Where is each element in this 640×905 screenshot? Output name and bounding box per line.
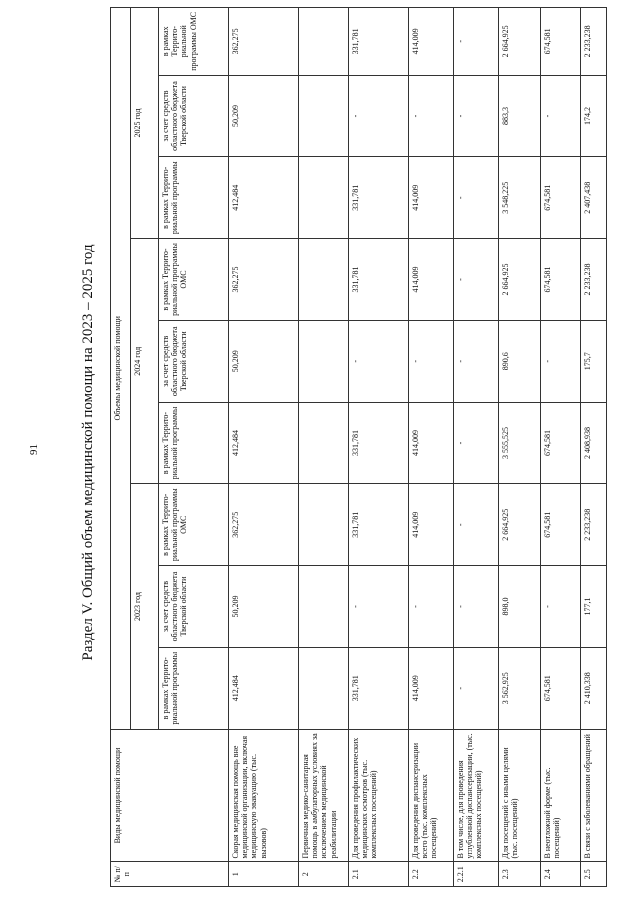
row-value: 883,3 [499,75,541,157]
row-value: - [454,239,499,321]
row-value [299,647,349,729]
section-title: Раздел V. Общий объем медицинской помощи на 2023 – 2025 год [80,244,96,661]
row-value: 331,781 [349,647,409,729]
row-value: 50,209 [229,566,299,648]
row-name: Первичная медико-санитарная помощь в амбулаторных условиях за исключением медицинской реабилитации [299,729,349,862]
row-value [299,8,349,76]
header-year-2023: 2023 год [131,484,159,729]
row-value: 3 562,925 [499,647,541,729]
row-value: 414,009 [409,239,454,321]
row-value: - [349,75,409,157]
row-value: 331,781 [349,8,409,76]
row-name: Для проведения диспансеризации всего (тыс. комплексных посещений) [409,729,454,862]
row-value [299,239,349,321]
row-value: - [349,566,409,648]
volume-table [110,7,607,887]
row-value: 414,009 [409,484,454,566]
row-value: 2 233,238 [581,239,607,321]
header-sub: в рамках Террито-риальной программы ОМС [159,239,229,321]
header-sub: в рамках Террито-риальной программы [159,157,229,239]
table-row [409,8,454,887]
row-value: 3 548,225 [499,157,541,239]
row-value: 412,484 [229,157,299,239]
row-name: Для проведения профилактических медицинских осмотров (тыс. комплексных посещений) [349,729,409,862]
row-value: 412,484 [229,402,299,484]
row-value: 898,0 [499,566,541,648]
page-number: 91 [28,444,40,455]
row-code: 2.5 [581,862,607,887]
row-value: 177,1 [581,566,607,648]
row-name: Для посещений с иными целями (тыс. посещений) [499,729,541,862]
row-value: 674,581 [541,484,581,566]
row-value: 331,781 [349,157,409,239]
table-body [229,8,607,887]
row-value: - [541,320,581,402]
row-value [299,566,349,648]
row-name: В связи с заболеваниями обращений [581,729,607,862]
row-value: 2 410,338 [581,647,607,729]
row-value: 50,209 [229,75,299,157]
row-name: В том числе, для проведения углубленной диспансеризации, (тыс. комплексных посещений) [454,729,499,862]
row-value: - [541,566,581,648]
row-code: 2.4 [541,862,581,887]
row-value: 412,484 [229,647,299,729]
row-code: 2.2 [409,862,454,887]
header-year-2025: 2025 год [131,8,159,239]
row-value: - [454,75,499,157]
header-sub: в рамках Террито-риальной программы [159,647,229,729]
row-value: - [349,320,409,402]
row-value: 890,6 [499,320,541,402]
row-value: 2 407,438 [581,157,607,239]
row-value [299,320,349,402]
row-value: 362,275 [229,239,299,321]
header-sub: в рамках Террито-риальной программы [159,402,229,484]
row-value: 175,7 [581,320,607,402]
row-value: - [454,8,499,76]
row-name: В неотложной форме (тыс. посещений) [541,729,581,862]
row-value: 2 664,925 [499,8,541,76]
row-value: - [409,75,454,157]
row-value: 362,275 [229,8,299,76]
row-value: 3 555,525 [499,402,541,484]
row-value: 174,2 [581,75,607,157]
header-sub: в рамках Террито-риальной программы ОМС [159,8,229,76]
table-row [454,8,499,887]
table-row [499,8,541,887]
table-row [229,8,299,887]
table-row [349,8,409,887]
row-code: 2.3 [499,862,541,887]
row-value: 50,209 [229,320,299,402]
row-name: Скорая медицинская помощь вне медицинской организации, включая медицинскую эвакуацию (тыс. вызовов) [229,729,299,862]
row-value [299,484,349,566]
header-sub: за счет средств областного бюджета Тверской области [159,75,229,157]
table-row [581,8,607,887]
row-value: 414,009 [409,157,454,239]
row-value: 414,009 [409,8,454,76]
header-kind: Виды медицинской помощи [111,729,229,862]
row-value: - [454,484,499,566]
row-value: 674,581 [541,8,581,76]
row-value: 674,581 [541,157,581,239]
row-value: - [454,566,499,648]
row-value: 331,781 [349,484,409,566]
row-value: 362,275 [229,484,299,566]
row-value: - [454,647,499,729]
row-value [299,75,349,157]
row-code: 1 [229,862,299,887]
row-value [299,402,349,484]
row-value: 674,581 [541,647,581,729]
row-value [299,157,349,239]
row-value: - [454,157,499,239]
row-value: 2 664,925 [499,239,541,321]
row-value: - [454,320,499,402]
row-value: 2 233,238 [581,484,607,566]
row-value: 414,009 [409,647,454,729]
row-value: 674,581 [541,402,581,484]
row-value: 414,009 [409,402,454,484]
row-value: 2 408,938 [581,402,607,484]
row-code: 2.2.1 [454,862,499,887]
header-sub: за счет средств областного бюджета Тверской области [159,320,229,402]
row-value: - [409,320,454,402]
row-value: 2 664,925 [499,484,541,566]
row-code: 2.1 [349,862,409,887]
row-value: - [541,75,581,157]
row-code: 2 [299,862,349,887]
row-value: 331,781 [349,402,409,484]
header-year-2024: 2024 год [131,239,159,484]
row-value: 674,581 [541,239,581,321]
header-sub: в рамках Террито-риальной программы ОМС [159,484,229,566]
table-row [299,8,349,887]
table-row [541,8,581,887]
row-value: 2 233,238 [581,8,607,76]
row-value: - [454,402,499,484]
header-number: № п/п [111,862,229,887]
row-value: - [409,566,454,648]
header-volumes: Объемы медицинской помощи [111,8,131,730]
row-value: 331,781 [349,239,409,321]
header-sub: за счет средств областного бюджета Тверской области [159,566,229,648]
